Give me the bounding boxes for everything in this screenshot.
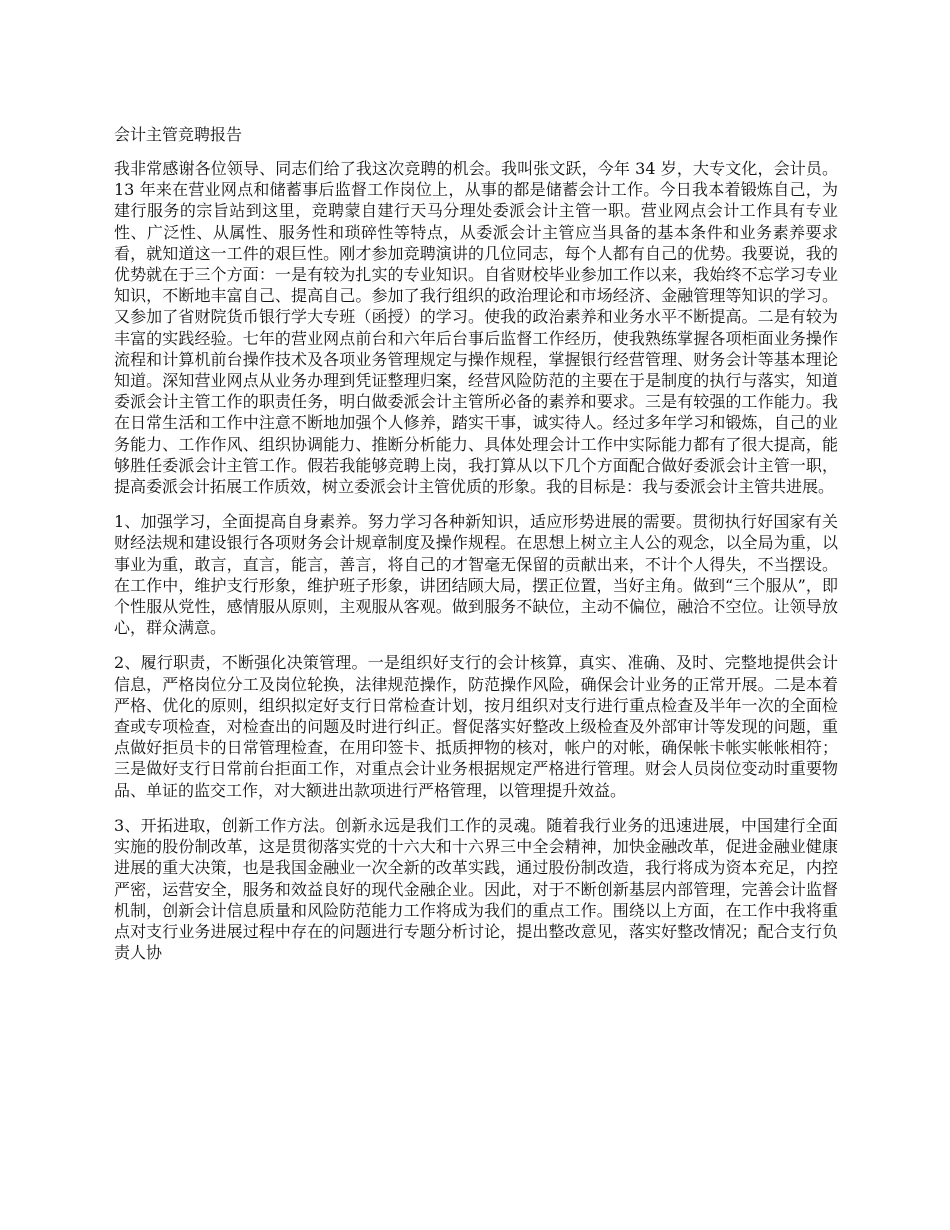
document-title: 会计主管竞聘报告: [114, 125, 243, 144]
paragraph-intro: 我非常感谢各位领导、同志们给了我这次竞聘的机会。我叫张文跃，今年 34 岁，大专文化，会计员。13 年来在营业网点和储蓄事后监督工作岗位上，从事的都是储蓄会计工作。今日我本着锻炼自己，为建行服务的宗旨站到这里，竞聘蒙自建行天马分理处委派会计主管一职。营业网点会计工作具有专业性、广泛性、从属性、服务性和琐碎性等特点，从委派会计主管应当具备的基本条件和业务素养要求看，就知道这一工件的艰巨性。刚才参加竞聘演讲的几位同志，每个人都有自己的优势。我要说，我的优势就在于三个方面：一是有较为扎实的专业知识。自省财校毕业参加工作以来，我始终不忘学习专业知识，不断地丰富自己、提高自己。参加了我行组织的政治理论和市场经济、金融管理等知识的学习。又参加了省财院货币银行学大专班（函授）的学习。使我的政治素养和业务水平不断提高。二是有较为丰富的实践经验。七年的营业网点前台和六年后台事后监督工作经历，使我熟练掌握各项柜面业务操作流程和计算机前台操作技术及各项业务管理规定与操作规程，掌握银行经营管理、财务会计等基本理论知道。深知营业网点从业务办理到凭证整理归案，经营风险防范的主要在于是制度的执行与落实，知道委派会计主管工作的职责任务，明白做委派会计主管所必备的素养和要求。三是有较强的工作能力。我在日常生活和工作中注意不断地加强个人修养，踏实干事，诚实待人。经过多年学习和锻炼，自己的业务能力、工作作风、组织协调能力、推断分析能力、具体处理会计工作中实际能力都有了很大提高，能够胜任委派会计主管工作。假若我能够竞聘上岗，我打算从以下几个方面配合做好委派会计主管一职，提高委派会计拓展工作质效，树立委派会计主管优质的形象。我的目标是：我与委派会计主管共进展。: [114, 159, 838, 497]
paragraph-3: 3、开拓进取，创新工作方法。创新永远是我们工作的灵魂。随着我行业务的迅速进展，中国建行全面实施的股份制改革，这是贯彻落实党的十六大和十六界三中全会精神，加快金融改革，促进金融业健康进展的重大决策，也是我国金融业一次全新的改革实践，通过股份制改造，我行将成为资本充足，内控严密，运营安全，服务和效益良好的现代金融企业。因此，对于不断创新基层内部管理，完善会计监督机制，创新会计信息质量和风险防范能力工作将成为我们的重点工作。围绕以上方面，在工作中我将重点对支行业务进展过程中存在的问题进行专题分析讨论，提出整改意见，落实好整改情况；配合支行负责人协: [114, 815, 838, 963]
paragraph-2: 2、履行职责，不断强化决策管理。一是组织好支行的会计核算，真实、准确、及时、完整地提供会计信息，严格岗位分工及岗位轮换，法律规范操作，防范操作风险，确保会计业务的正常开展。二是本着严格、优化的原则，组织拟定好支行日常检查计划，按月组织对支行进行重点检查及半年一次的全面检查或专项检查，对检查出的问题及时进行纠正。督促落实好整改上级检查及外部审计等发现的问题，重点做好拒员卡的日常管理检查，在用印签卡、抵质押物的核对，帐户的对帐，确保帐卡帐实帐帐相符；三是做好支行日常前台拒面工作，对重点会计业务根据规定严格进行管理。财会人员岗位变动时重要物品、单证的监交工作，对大额进出款项进行严格管理，以管理提升效益。: [114, 653, 838, 800]
paragraph-1: 1、加强学习，全面提高自身素养。努力学习各种新知识，适应形势进展的需要。贯彻执行好国家有关财经法规和建设银行各项财务会计规章制度及操作规程。在思想上树立主人公的观念，以全局为重，以事业为重，敢言，直言，能言，善言，将自己的才智毫无保留的贡献出来，不计个人得失，不当摆设。在工作中，维护支行形象，维护班子形象，讲团结顾大局，摆正位置，当好主角。做到“三个服从”，即个性服从党性，感情服从原则，主观服从客观。做到服务不缺位，主动不偏位，融洽不空位。让领导放心，群众满意。: [114, 512, 838, 638]
document-page: [114, 124, 838, 977]
